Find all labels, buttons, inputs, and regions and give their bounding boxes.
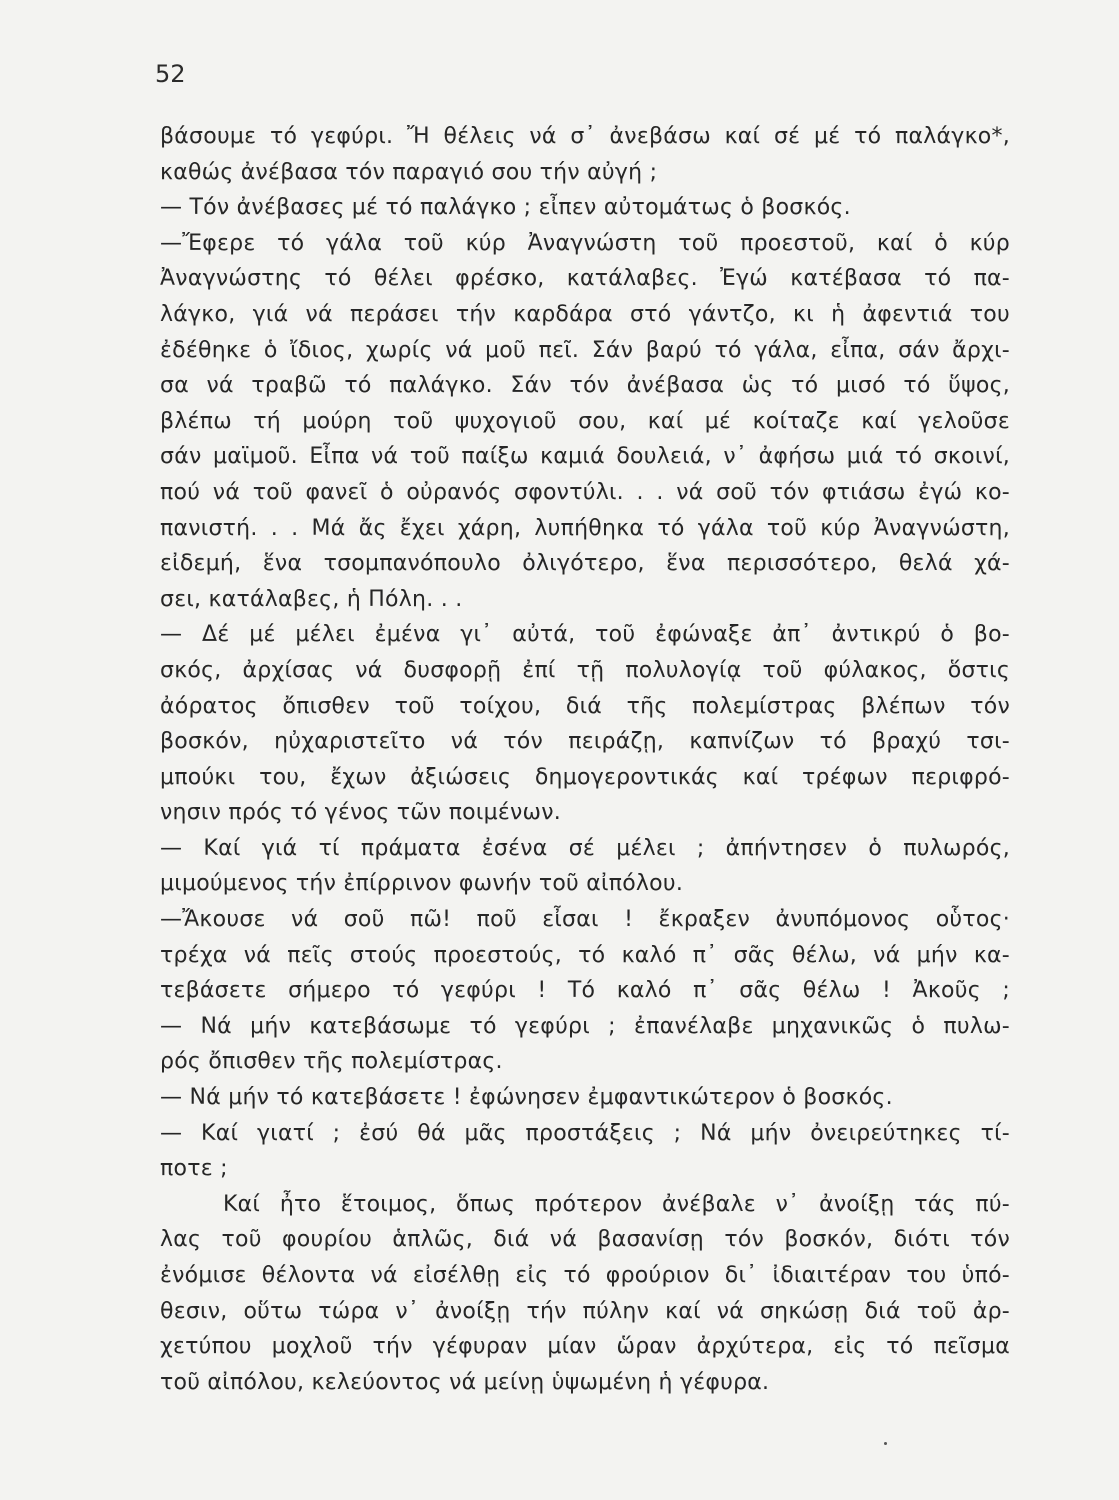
text-line: σάν μαϊμοῦ. Εἶπα νά τοῦ παίξω καμιά δουλειά, ν᾿ ἀφήσω μιά τό σκοινί,	[160, 444, 1010, 470]
text-line: Ἀναγνώστης τό θέλει φρέσκο, κατάλαβες. Ἐγώ κατέβασα τό πα-	[160, 266, 1010, 292]
text-line: — Δέ μέ μέλει ἐμένα γι᾿ αὐτά, τοῦ ἐφώναξε ἀπ᾿ ἀντικρύ ὁ βο-	[160, 622, 1010, 648]
text-line: ἐνόμισε θέλοντα νά εἰσέλθῃ εἰς τό φρούριον δι᾿ ἰδιαιτέραν του ὑπό-	[160, 1263, 1010, 1288]
text-line: ἀόρατος ὄπισθεν τοῦ τοίχου, διά τῆς πολεμίστρας βλέπων τόν	[160, 693, 1010, 719]
text-line: — Νά μήν τό κατεβάσετε ! ἐφώνησεν ἐμφαντικώτερον ὁ βοσκός.	[160, 1085, 893, 1111]
text-line: τεβάσετε σήμερο τό γεφύρι ! Τό καλό π᾿ σᾶς θέλω ! Ἀκοῦς ;	[160, 978, 1010, 1004]
text-line: Καί ἦτο ἕτοιμος, ὅπως πρότερον ἀνέβαλε ν᾿ ἀνοίξῃ τάς πύ-	[223, 1191, 1010, 1217]
text-line: — Καί γιά τί πράματα ἐσένα σέ μέλει ; ἀπήντησεν ὁ πυλωρός,	[160, 835, 1010, 861]
text-line: σκός, ἀρχίσας νά δυσφορῇ ἐπί τῇ πολυλογίᾳ τοῦ φύλακος, ὅστις	[160, 657, 1010, 683]
text-line: — Καί γιατί ; ἐσύ θά μᾶς προστάξεις ; Νά μήν ὀνειρεύτηκες τί-	[160, 1120, 1010, 1146]
page-number: 52	[155, 60, 186, 88]
text-line: βάσουμε τό γεφύρι. Ἤ θέλεις νά σ᾿ ἀνεβάσω καί σέ μέ τό παλάγκο*,	[160, 124, 1010, 149]
paper-speck	[884, 1442, 887, 1445]
text-line: μπούκι του, ἔχων ἀξιώσεις δημογεροντικάς καί τρέφων περιφρό-	[160, 764, 1010, 790]
text-line: νησιν πρός τό γένος τῶν ποιμένων.	[160, 800, 561, 826]
text-line: ρός ὄπισθεν τῆς πολεμίστρας.	[160, 1049, 503, 1075]
text-line: καθώς ἀνέβασα τόν παραγιό σου τήν αὐγή ;	[160, 159, 658, 185]
text-line: λάγκο, γιά νά περάσει τήν καρδάρα στό γάντζο, κι ἡ ἀφεντιά του	[160, 301, 1010, 327]
text-line: τοῦ αἰπόλου, κελεύοντος νά μείνῃ ὑψωμένη ἡ γέφυρα.	[160, 1369, 770, 1395]
text-line: θεσιν, οὕτω τώρα ν᾿ ἀνοίξῃ τήν πύλην καί νά σηκώσῃ διά τοῦ ἀρ-	[160, 1298, 1010, 1324]
text-line: πανιστή. . . Μά ἄς ἔχει χάρη, λυπήθηκα τό γάλα τοῦ κύρ Ἀναγνώστη,	[160, 515, 1010, 541]
body-text	[160, 119, 1010, 1400]
text-line: χετύπου μοχλοῦ τήν γέφυραν μίαν ὥραν ἀρχύτερα, εἰς τό πεῖσμα	[160, 1334, 1010, 1360]
text-line: σει, κατάλαβες, ἡ Πόλη. . .	[160, 586, 463, 612]
text-line: μιμούμενος τήν ἐπίρρινον φωνήν τοῦ αἰπόλου.	[160, 871, 684, 897]
text-line: πού νά τοῦ φανεῖ ὁ οὐρανός σφοντύλι. . . νά σοῦ τόν φτιάσω ἐγώ κο-	[160, 479, 1010, 505]
text-line: σα νά τραβῶ τό παλάγκο. Σάν τόν ἀνέβασα ὡς τό μισό τό ὕψος,	[160, 373, 1010, 399]
text-line: — Τόν ἀνέβασες μέ τό παλάγκο ; εἶπεν αὐτομάτως ὁ βοσκός.	[160, 195, 851, 221]
text-line: —Ἔφερε τό γάλα τοῦ κύρ Ἀναγνώστη τοῦ προεστοῦ, καί ὁ κύρ	[160, 230, 1010, 256]
text-line: βοσκόν, ηὐχαριστεῖτο νά τόν πειράζῃ, καπνίζων τό βραχύ τσι-	[160, 729, 1010, 755]
text-line: — Νά μήν κατεβάσωμε τό γεφύρι ; ἐπανέλαβε μηχανικῶς ὁ πυλω-	[160, 1013, 1010, 1039]
text-line: ποτε ;	[160, 1156, 228, 1182]
text-line: βλέπω τή μούρη τοῦ ψυχογιοῦ σου, καί μέ κοίταζε καί γελοῦσε	[160, 408, 1010, 434]
text-line: λας τοῦ φουρίου ἁπλῶς, διά νά βασανίσῃ τόν βοσκόν, διότι τόν	[160, 1227, 1010, 1253]
text-line: ἐδέθηκε ὁ ἴδιος, χωρίς νά μοῦ πεῖ. Σάν βαρύ τό γάλα, εἶπα, σάν ἄρχι-	[160, 337, 1010, 363]
text-line: εἰδεμή, ἕνα τσομπανόπουλο ὀλιγότερο, ἕνα περισσότερο, θελά χά-	[160, 551, 1010, 577]
text-line: —Ἄκουσε νά σοῦ πῶ! ποῦ εἶσαι ! ἔκραξεν ἀνυπόμονος οὗτος·	[160, 907, 1010, 933]
text-line: τρέχα νά πεῖς στούς προεστούς, τό καλό π᾿ σᾶς θέλω, νά μήν κα-	[160, 942, 1010, 968]
